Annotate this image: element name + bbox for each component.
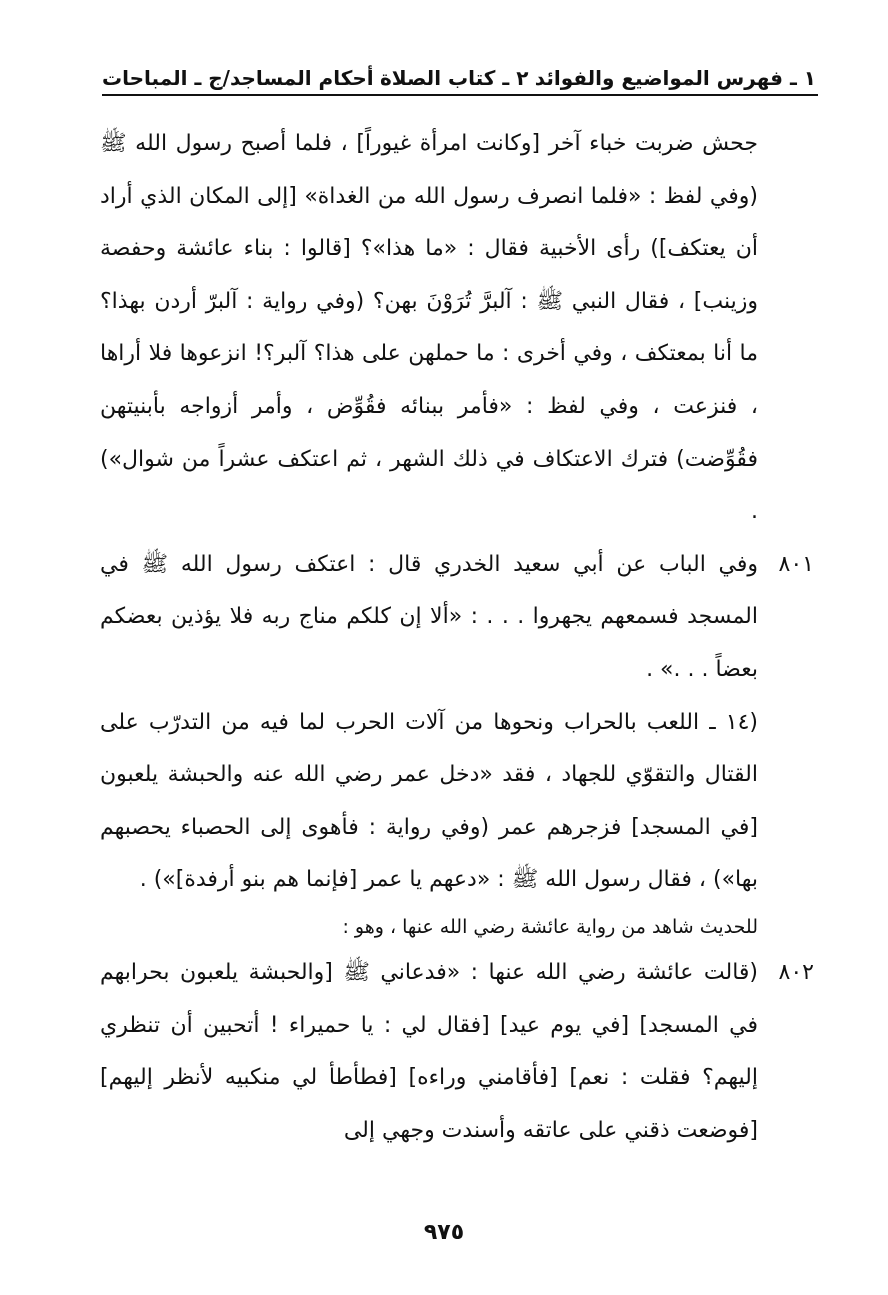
page-number: ٩٧٥ (423, 1220, 465, 1245)
hadith-text: (قالت عائشة رضي الله عنها : «فدعاني ﷺ [والحبشة يلعبون بحرابهم في المسجد] [في يوم عيد] [فقال لي : يا حميراء ! أتحبين أن تنظري إليهم؟ فقلت : نعم] [فأقامني وراءه] [فطأطأ لي منكبيه لأنظر إليهم] [فوضعت ذقني على عاتقه وأسندت وجهي إلى (100, 959, 758, 1143)
section-14-paragraph: (١٤ ـ اللعب بالحراب ونحوها من آلات الحرب لما فيه من التدرّب على القتال والتقوّي للجهاد ، فقد «دخل عمر رضي الله عنه والحبشة يلعبون [في المسجد] فزجرهم عمر (وفي رواية : فأهوى إلى الحصباء يحصبهم بها») ، فقال رسول الله ﷺ : «دعهم يا عمر [فإنما هم بنو أرفدة]») . (100, 709, 758, 893)
running-header (102, 56, 816, 90)
hadith-entry-801 (100, 539, 814, 697)
hadith-number: ٨٠٢ (778, 959, 814, 985)
header-section: أحكام المساجد/ج ـ المباحات (102, 66, 374, 90)
hadith-number: ٨٠١ (778, 551, 814, 577)
header-rule (102, 94, 818, 96)
page-body (100, 118, 814, 1157)
header-chapter: ١ ـ فهرس المواضيع والفوائد (534, 66, 816, 90)
paragraph-continuation: جحش ضربت خباء آخر [وكانت امرأة غيوراً] ، فلما أصبح رسول الله ﷺ (وفي لفظ : «فلما انصرف رسول الله من الغداة» [إلى المكان الذي أراد أن يعتكف]) رأى الأخبية فقال : «ما هذا»؟ [قالوا : بناء عائشة وحفصة وزينب] ، فقال النبي ﷺ : آلبرَّ تُرَوْنَ بهن؟ (وفي رواية : آلبرّ أردن بهذا؟ ما أنا بمعتكف ، وفي أخرى : ما حملهن على هذا؟ آلبر؟! انزعوها فلا أراها ، فنزعت ، وفي لفظ : «فأمر ببنائه فقُوِّض ، وأمر أزواجه بأبنيتهن فقُوِّضت) فترك الاعتكاف في ذلك الشهر ، ثم اعتكف عشراً من شوال») . (100, 131, 758, 525)
witness-note: للحديث شاهد من رواية عائشة رضي الله عنها ، وهو : (342, 915, 758, 938)
hadith-text: وفي الباب عن أبي سعيد الخدري قال : اعتكف رسول الله ﷺ في المسجد فسمعهم يجهروا . . . : «ألا إن كلكم مناج ربه فلا يؤذين بعضكم بعضاً . . .» . (100, 551, 758, 682)
hadith-entry-802 (100, 947, 814, 1157)
header-book: ٢ ـ كتاب الصلاة (379, 66, 529, 90)
